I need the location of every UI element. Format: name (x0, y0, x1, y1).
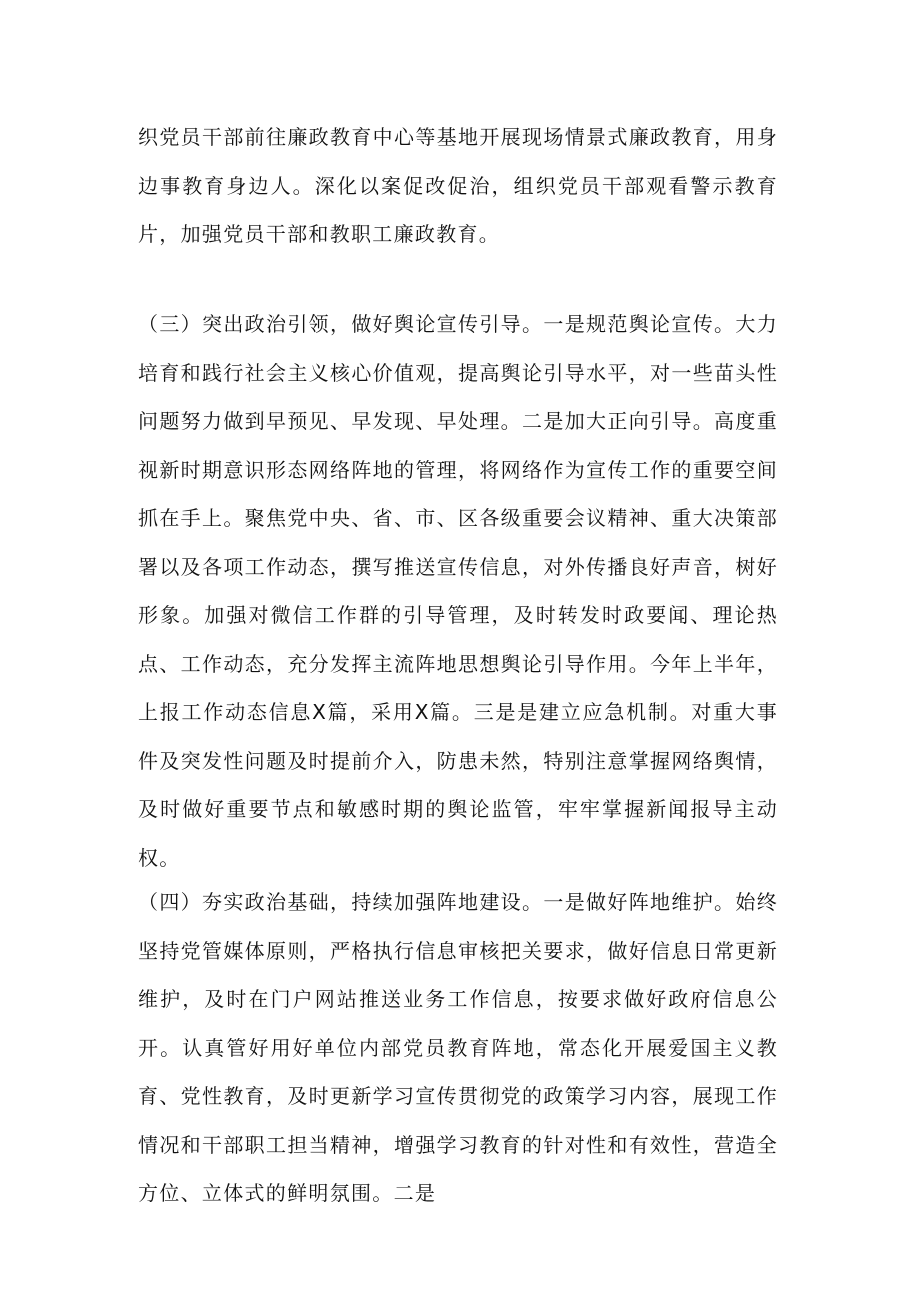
paragraph-section-four: （四）夯实政治基础，持续加强阵地建设。一是做好阵地维护。始终坚持党管媒体原则，严格执行信息审核把关要求，做好信息日常更新维护，及时在门户网站推送业务工作信息，按要求做好政府信息公开。认真管好用好单位内部党员教育阵地，常态化开展爱国主义教育、党性教育，及时更新学习宣传贯彻党的政策学习内容，展现工作情况和干部职工担当精神，增强学习教育的针对性和有效性，营造全方位、立体式的鲜明氛围。二是 (138, 890, 778, 1205)
paragraph-section-three: （三）突出政治引领，做好舆论宣传引导。一是规范舆论宣传。大力培育和践行社会主义核心价值观，提高舆论引导水平，对一些苗头性问题努力做到早预见、早发现、早处理。二是加大正向引导。高度重视新时期意识形态网络阵地的管理，将网络作为宣传工作的重要空间抓在手上。聚焦党中央、省、市、区各级重要会议精神、重大决策部署以及各项工作动态，撰写推送宣传信息，对外传播良好声音，树好形象。加强对微信工作群的引导管理，及时转发时政要闻、理论热点、工作动态，充分发挥主流阵地思想舆论引导作用。今年上半年，上报工作动态信息X篇，采用X篇。三是是建立应急机制。对重大事件及突发性问题及时提前介入，防患未然，特别注意掌握网络舆情，及时做好重要节点和敏感时期的舆论监管，牢牢掌握新闻报导主动权。 (138, 312, 778, 870)
paragraph-continuation: 织党员干部前往廉政教育中心等基地开展现场情景式廉政教育，用身边事教育身边人。深化以案促改促治，组织党员干部观看警示教育片，加强党员干部和教职工廉政教育。 (138, 125, 778, 246)
